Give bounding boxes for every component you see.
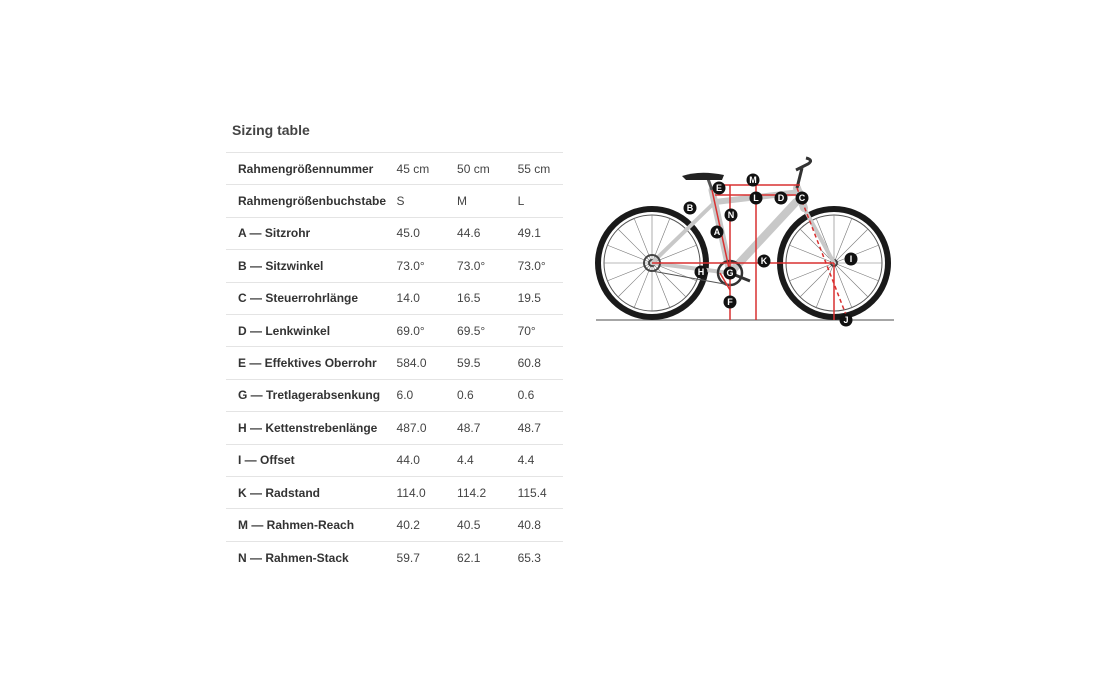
table-row (226, 347, 563, 379)
table-row (226, 541, 563, 573)
marker-i (845, 253, 858, 266)
svg-text:K: K (760, 256, 768, 266)
row-value: S (397, 185, 458, 217)
row-label: K — Radstand (226, 476, 397, 508)
table-row (226, 250, 563, 282)
svg-text:N: N (727, 210, 735, 220)
table-header-row (226, 153, 563, 185)
table-row (226, 412, 563, 444)
row-value: 69.5° (457, 314, 518, 346)
row-value: 4.4 (518, 444, 563, 476)
table-row (226, 444, 563, 476)
row-value: 0.6 (518, 379, 563, 411)
header-label: Rahmengrößennummer (226, 153, 397, 185)
row-value: 60.8 (518, 347, 563, 379)
svg-text:E: E (715, 183, 723, 193)
marker-m (747, 174, 760, 187)
row-value: 115.4 (518, 476, 563, 508)
bike-geometry-diagram (590, 150, 900, 335)
svg-text:M: M (749, 175, 757, 185)
svg-text:F: F (727, 297, 733, 307)
row-value: 48.7 (457, 412, 518, 444)
marker-a (711, 226, 724, 239)
table-row (226, 379, 563, 411)
svg-text:J: J (843, 315, 849, 325)
row-value: 40.5 (457, 509, 518, 541)
table-row (226, 476, 563, 508)
svg-text:I: I (849, 254, 853, 264)
row-value: 14.0 (397, 282, 458, 314)
row-label: A — Sitzrohr (226, 217, 397, 249)
row-label: E — Effektives Oberrohr (226, 347, 397, 379)
row-label: M — Rahmen-Reach (226, 509, 397, 541)
row-label: Rahmengrößenbuchstabe (226, 185, 397, 217)
row-value: 73.0° (518, 250, 563, 282)
header-size-50: 50 cm (457, 153, 518, 185)
row-label: D — Lenkwinkel (226, 314, 397, 346)
row-value: 40.8 (518, 509, 563, 541)
marker-h (695, 266, 708, 279)
marker-n (725, 209, 738, 222)
row-value: 16.5 (457, 282, 518, 314)
row-label: H — Kettenstrebenlänge (226, 412, 397, 444)
row-value: 584.0 (397, 347, 458, 379)
row-value: 44.0 (397, 444, 458, 476)
svg-text:B: B (686, 203, 694, 213)
row-value: 19.5 (518, 282, 563, 314)
marker-d (775, 192, 788, 205)
svg-text:H: H (697, 267, 705, 277)
row-value: 114.2 (457, 476, 518, 508)
marker-g (724, 267, 737, 280)
marker-j (840, 314, 853, 327)
row-value: 59.5 (457, 347, 518, 379)
table-row (226, 185, 563, 217)
row-value: 6.0 (397, 379, 458, 411)
row-value: 62.1 (457, 541, 518, 573)
svg-text:A: A (713, 227, 721, 237)
marker-b (684, 202, 697, 215)
row-label: I — Offset (226, 444, 397, 476)
row-value: 0.6 (457, 379, 518, 411)
row-value: 44.6 (457, 217, 518, 249)
row-value: 4.4 (457, 444, 518, 476)
row-value: L (518, 185, 563, 217)
sizing-table (226, 152, 563, 574)
table-row (226, 217, 563, 249)
row-value: 114.0 (397, 476, 458, 508)
row-value: 73.0° (397, 250, 458, 282)
row-value: 487.0 (397, 412, 458, 444)
marker-k (758, 255, 771, 268)
row-value: 70° (518, 314, 563, 346)
row-value: 49.1 (518, 217, 563, 249)
row-label: G — Tretlagerabsenkung (226, 379, 397, 411)
svg-text:D: D (777, 193, 785, 203)
table-row (226, 282, 563, 314)
marker-l (750, 192, 763, 205)
row-label: N — Rahmen-Stack (226, 541, 397, 573)
table-row (226, 314, 563, 346)
svg-text:G: G (726, 268, 734, 278)
row-value: 73.0° (457, 250, 518, 282)
marker-f (724, 296, 737, 309)
table-row (226, 509, 563, 541)
svg-text:L: L (753, 193, 759, 203)
header-size-55: 55 cm (518, 153, 563, 185)
handlebar (796, 158, 811, 188)
header-size-45: 45 cm (397, 153, 458, 185)
row-value: M (457, 185, 518, 217)
row-label: C — Steuerrohrlänge (226, 282, 397, 314)
row-value: 59.7 (397, 541, 458, 573)
marker-e (713, 182, 726, 195)
page-title: Sizing table (232, 122, 310, 138)
svg-text:C: C (798, 193, 806, 203)
marker-c (796, 192, 809, 205)
row-value: 69.0° (397, 314, 458, 346)
row-value: 48.7 (518, 412, 563, 444)
row-value: 40.2 (397, 509, 458, 541)
row-value: 45.0 (397, 217, 458, 249)
row-value: 65.3 (518, 541, 563, 573)
row-label: B — Sitzwinkel (226, 250, 397, 282)
